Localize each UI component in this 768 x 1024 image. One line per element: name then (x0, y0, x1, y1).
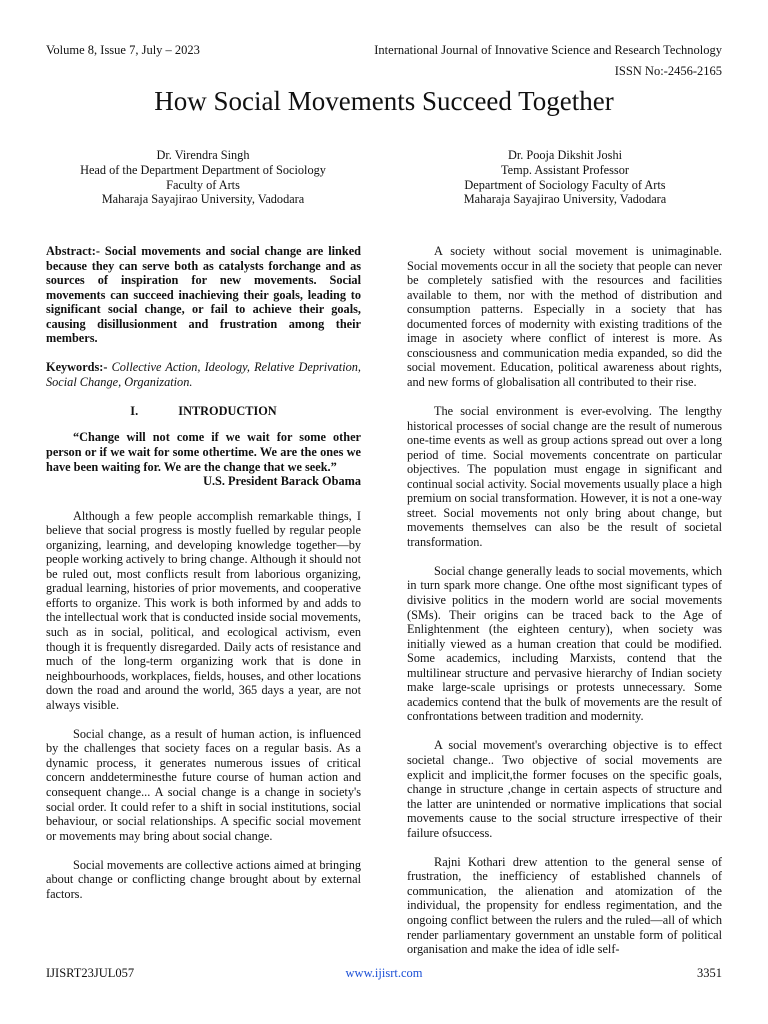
website-url[interactable]: www.ijisrt.com (345, 966, 423, 980)
author-affiliation: Head of the Department Department of Sociology (80, 162, 326, 177)
journal-volume: Volume 8, Issue 7, July – 2023 (46, 43, 200, 57)
paper-id: IJISRT23JUL057 (46, 966, 135, 980)
journal-name: International Journal of Innovative Science and Research Technology (374, 43, 722, 57)
body-paragraph: Rajni Kothari drew attention to the general sense of frustration, the inefficiency of established channels of communication, the alienation and atomization of the individual, the propensity for endless regimentation, and the ongoing conflict between the rulers and the ruled—all of which render parliamentary government an unstable form of political organisation and make the idea of idle self- (407, 854, 722, 957)
author-block-1 (53, 148, 353, 207)
body-paragraph: A society without social movement is unimaginable. Social movements occur in all the society that people can never be completely satisfied with the resources and facilities available to them, nor with the method of distribution and consumption patterns. Especially in a society that has documented forces of modernity with existing traditions of the image in asociety where conflict of interest is more. As consciousness and communication media expanded, so did the social movement. Education, political awareness about rights, and new forms of globalisation all contributed to their rise. (407, 244, 722, 389)
abstract-text: Social movements and social change are linked because they can serve both as catalysts forchange and as sources of inspiration for new movements. Social movements can succeed inachieving their goals, leading to significant social change, or fail to achieve their goals, causing disillusionment and frustration among their members. (46, 244, 361, 346)
epigraph-quote: “Change will not come if we wait for some other person or if we wait for some othertime. We are the ones we have been waiting for. We are the change that we seek.” (46, 430, 361, 474)
body-paragraph: The social environment is ever-evolving. The lengthy historical processes of social change are the result of numerous one-time events as well as group actions spread out over a long period of time. Social movements concentrate on particular objectives. The population must engage in significant and continual social activity. Social movements usually place a high premium on social transformation. However, it is not a one-way street. Social movements not only bring about change, but movements themselves can also be the result of societal transformation. (407, 403, 722, 549)
author-block-2 (415, 148, 715, 207)
page-number: 3351 (697, 966, 722, 980)
author-affiliation: Department of Sociology Faculty of Arts (464, 177, 666, 192)
author-name: Dr. Virendra Singh (156, 148, 250, 162)
body-paragraph: Social change, as a result of human action, is influenced by the challenges that society faces on a regular basis. As a dynamic process, it generates numerous issues of critical concern anddeterminesthe future course of human action and consequent change... A social change is a change in society's social order. It could refer to a shift in social institutions, social behaviour, or social relationships. A specific social movement or movements may bring about social change. (46, 726, 361, 843)
body-paragraph: Social change generally leads to social movements, which in turn spark more change. One ofthe most significant types of divisive politics in the modern world are social movements (SMs). Their origins can be traced back to the Age of Enlightenment (the eighteen century), when society was initially viewed as a human creation that could be modified. Some academics, including Marxists, contend that the multilinear structure and pervasive hierarchy of Indian society make large-scale uprisings or protests unnecessary. Some academics contend that the bulk of movements are the result of confrontations between tradition and modernity. (407, 563, 722, 724)
author-affiliation: Maharaja Sayajirao University, Vadodara (101, 192, 305, 207)
body-paragraph: A social movement's overarching objective is to effect societal change.. Two objective of social movements are explicit and implicit,the former focuses on the specific goals, change in structure ,change in certain aspects of structure and the latter are unintended or normative implications that social movements cause to the social structure irrespective of their failure ofsuccess. (407, 738, 722, 840)
author-affiliation: Faculty of Arts (166, 177, 240, 192)
body-paragraph: Social movements are collective actions aimed at bringing about change or conflicting change brought about by external factors. (46, 857, 361, 901)
section-heading (46, 404, 361, 419)
author-name: Dr. Pooja Dikshit Joshi (507, 148, 623, 162)
epigraph-attribution: U.S. President Barack Obama (203, 474, 361, 489)
section-number: I. (130, 403, 139, 418)
author-affiliation: Temp. Assistant Professor (501, 162, 629, 177)
author-affiliation: Maharaja Sayajirao University, Vadodara (463, 192, 667, 207)
section-title: INTRODUCTION (178, 403, 277, 418)
issn: ISSN No:-2456-2165 (614, 64, 722, 78)
left-column (46, 244, 361, 916)
paper-title: How Social Movements Succeed Together (154, 86, 614, 116)
keywords (46, 360, 361, 389)
journal-website-link[interactable] (0, 966, 768, 981)
keywords-text: Collective Action, Ideology, Relative Deprivation, Social Change, Organization. (46, 360, 361, 389)
abstract-label: Abstract:- (46, 244, 100, 258)
body-paragraph: Although a few people accomplish remarkable things, I believe that social progress is mostly fuelled by regular people organizing, learning, and developing knowledge together—by people working actively to bring change. Although it should not be ruled out, most conflicts result from laborious organizing, gradual learning, histories of prior movements, and cooperative efforts to organize. This work is both informed by and adds to the intellectual work that is conducted inside social movements, such as in social, political, and ecological activism, even though it is frequently disregarded. Daily acts of resistance and much of the long-term organizing work that is done in neighbourhoods, workplaces, fields, houses, and other locations down the road and around the world, 365 days a year, are not always visible. (46, 508, 361, 712)
right-column (407, 244, 722, 971)
keywords-label: Keywords:- (46, 360, 108, 375)
abstract (46, 244, 361, 346)
